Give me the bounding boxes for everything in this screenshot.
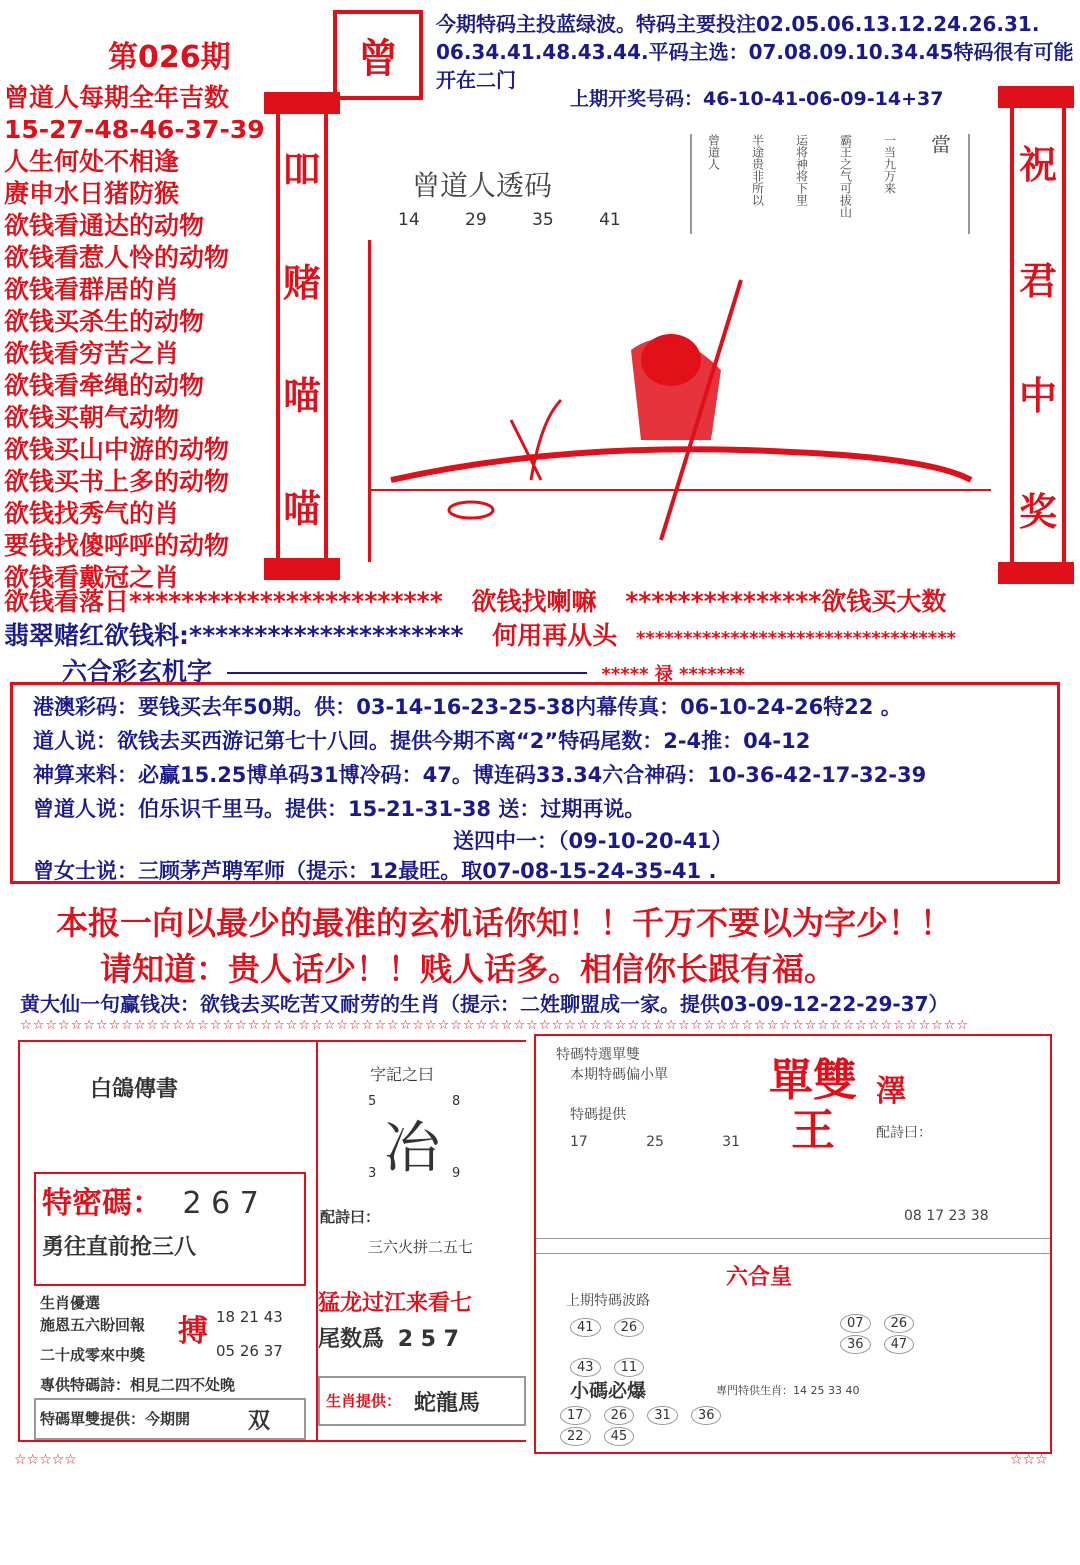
br-small-line: 專門特供生肖：14 25 33 40 [716, 1384, 860, 1397]
br-circle: 11 [614, 1358, 645, 1377]
br-circle: 47 [884, 1335, 915, 1354]
br-circle: 26 [614, 1318, 645, 1337]
picture-title: 曾道人透码 [412, 169, 553, 202]
mid-text: ********************************** [636, 628, 957, 649]
bo-nums: 18 21 43 [216, 1308, 283, 1326]
right-scroll [1010, 100, 1066, 570]
br-num: 31 [722, 1134, 740, 1150]
left-line: 欲钱买书上多的动物 [4, 467, 230, 496]
br-pei: 配詩曰： [876, 1125, 932, 1141]
br-nums-line: 08 17 23 38 [904, 1208, 989, 1224]
left-line: 欲钱看惹人怜的动物 [4, 243, 230, 272]
single-label: 特碼單雙提供：今期開 [40, 1410, 191, 1428]
header-line-3: 开在二门 [436, 68, 516, 92]
slogan-1: 本报一向以最少的最准的玄机话你知！！千万不要以为字少！！ [56, 904, 953, 942]
corner-stars: ☆☆☆ [1010, 1452, 1048, 1468]
br-circle: 26 [884, 1314, 915, 1333]
br-xiao: 小碼必爆 [570, 1380, 647, 1402]
tail-label: 尾数爲 [318, 1327, 385, 1352]
left-line: 欲钱看群居的肖 [4, 275, 180, 304]
poem-line: 曾道人 [706, 134, 721, 170]
mid-text: 欲钱找喇嘛 [471, 587, 597, 616]
br-circle: 22 [560, 1427, 591, 1446]
left-line: 赓申水日猪防猴 [4, 179, 180, 208]
scroll-char: 喵 [282, 374, 321, 418]
mid-zodiac-label: 生肖提供： [326, 1392, 402, 1410]
mid-text: ***** 禄 ******* [601, 664, 745, 685]
scroll-char: 喵 [282, 487, 321, 531]
huang-daxian-line: 黄大仙一句赢钱决：欲钱去买吃苦又耐劳的生肖（提示：二姓聊盟成一家。提供03-09-12-22-29-37） [20, 992, 949, 1016]
poem-line: 霸王之气可拔山 [838, 134, 853, 218]
bottom-right-panel [534, 1034, 1052, 1454]
scroll-char: 中 [1018, 374, 1057, 419]
br-circle: 41 [570, 1318, 601, 1337]
mid-top: 字記之曰 [370, 1065, 435, 1084]
br-te-label: 特碼提供 [570, 1107, 626, 1123]
mid-num: 3 [368, 1166, 377, 1181]
left-line: 欲钱看牵绳的动物 [4, 371, 205, 400]
info-row: 曾道人说：伯乐识千里马。提供：15-21-31-38 送：过期再说。 [33, 797, 646, 821]
br-te-nums [570, 1134, 740, 1150]
br-circle: 07 [840, 1314, 871, 1333]
logo-glyph: 曾 [358, 35, 398, 82]
star-divider: ☆☆☆☆☆☆☆☆☆☆☆☆☆☆☆☆☆☆☆☆☆☆☆☆☆☆☆☆☆☆☆☆☆☆☆☆☆☆☆☆☆☆☆☆☆☆☆☆☆☆☆☆☆☆☆☆☆☆☆☆☆☆☆☆☆☆☆☆☆☆☆☆☆☆☆ [20, 1018, 970, 1032]
header-text [436, 10, 1076, 94]
poem-line: 一当九万来 [882, 134, 897, 194]
br-circle: 17 [560, 1406, 591, 1425]
tail-value: 2 5 7 [397, 1327, 459, 1352]
header-line-2: 06.34.41.48.43.44.平码主选：07.08.09.10.34.45特码很有可能 [436, 40, 1074, 64]
info-row: 神算来料：必赢15.25博单码31博冷码：47。博连码33.34六合神码：10-36-42-17-32-39 [33, 763, 927, 787]
mid-num: 8 [452, 1094, 461, 1109]
last-draw: 上期开奖号码：46-10-41-06-09-14+37 [570, 88, 944, 110]
single-value: 双 [248, 1409, 271, 1434]
te-label [42, 1178, 259, 1222]
info-row: 道人说：欲钱去买西游记第七十八回。提供今期不离“2”特码尾数：2-4推：04-12 [33, 729, 811, 753]
mid-poem: 三六火拼二五七 [368, 1238, 474, 1256]
zodiac-label: 生肖優選 [40, 1294, 101, 1312]
header-line-1: 今期特码主投蓝绿波。特码主要投注02.05.06.13.12.24.26.31. [436, 12, 1040, 36]
mid-text: ***************欲钱买大数 [625, 587, 947, 616]
left-line: 欲钱看戴冠之肖 [4, 563, 180, 592]
br-circles-a [570, 1316, 652, 1377]
br-circle: 36 [840, 1335, 871, 1354]
left-column [4, 82, 274, 594]
mid-dragon: 猛龙过江来看七 [318, 1291, 473, 1316]
panel-title: 白鴿傳書 [90, 1076, 179, 1102]
poem-tail: 當 [927, 134, 952, 154]
scroll-char: 吅 [282, 148, 321, 192]
scroll-char: 祝 [1018, 143, 1057, 188]
br-num: 17 [570, 1134, 588, 1150]
br-last-label: 上期特碼波路 [566, 1293, 650, 1309]
mid-num: 5 [368, 1094, 377, 1109]
left-line: 15-27-48-46-37-39 [4, 115, 265, 144]
br-num: 25 [646, 1134, 664, 1150]
mid-big-char: 冶 [384, 1116, 440, 1181]
picture-numbers: 14 29 35 41 [398, 210, 621, 230]
zodiac-line: 二十成零來中獎 [40, 1346, 146, 1364]
br-liuhe: 六合皇 [726, 1265, 793, 1290]
scroll-char: 赌 [282, 261, 321, 305]
mid-poem-label: 配詩曰： [320, 1208, 381, 1226]
poem-label: 專供特碼詩：相見二四不处晚 [40, 1376, 236, 1394]
mid-text: 六合彩玄机字 [62, 657, 213, 686]
zodiac-line: 施恩五六盼回報 [40, 1316, 146, 1334]
info-row: 港澳彩码：要钱买去年50期。供：03-14-16-23-25-38内幕传真：06-10-24-26特22 。 [33, 695, 902, 719]
bo-char: 搏 [178, 1314, 208, 1349]
scroll-char: 奖 [1018, 489, 1057, 534]
left-line: 欲钱买杀生的动物 [4, 307, 205, 336]
te-phrase: 勇往直前抢三八 [42, 1235, 197, 1260]
mid-text: 翡翠赌红欲钱料:********************* [4, 621, 464, 650]
left-line: 欲钱买朝气动物 [4, 403, 180, 432]
left-line: 欲钱找秀气的肖 [4, 499, 180, 528]
left-line: 欲钱买山中游的动物 [4, 435, 230, 464]
left-line: 人生何处不相逢 [4, 147, 180, 176]
br-circle: 45 [604, 1427, 635, 1446]
mid-line-2 [4, 616, 956, 652]
mid-text: 欲钱看落日************************ [4, 587, 443, 616]
br-circle: 26 [604, 1406, 635, 1425]
poem-line: 半途贵非所以 [750, 134, 765, 206]
br-circle: 36 [691, 1406, 722, 1425]
br-circles-c [560, 1404, 750, 1446]
left-line: 要钱找傻呼呼的动物 [4, 531, 230, 560]
corner-stars: ☆☆☆☆☆ [14, 1452, 77, 1468]
mid-zodiac-value: 蛇龍馬 [414, 1391, 481, 1416]
br-circle: 31 [647, 1406, 678, 1425]
poem-line: 运将神将下里 [794, 134, 809, 206]
bottom-mid-panel [318, 1040, 526, 1442]
scroll-char: 君 [1018, 258, 1057, 303]
br-label: 特碼特選單雙 [556, 1047, 640, 1063]
left-line: 欲钱看通达的动物 [4, 211, 205, 240]
info-row: 送四中一：（09-10-20-41） [453, 829, 733, 853]
br-side-big: 澤 [876, 1074, 906, 1109]
sage-illustration [368, 240, 991, 562]
br-circle: 43 [570, 1358, 601, 1377]
mid-num: 9 [452, 1166, 461, 1181]
picture-poem [690, 134, 970, 234]
logo [333, 10, 423, 100]
info-box [10, 682, 1060, 884]
left-line: 曾道人每期全年吉数 [4, 83, 230, 112]
left-scroll [276, 106, 328, 566]
te-label-text: 特密碼： [42, 1186, 162, 1221]
left-line: 欲钱看穷苦之肖 [4, 339, 180, 368]
bottom-left-panel [18, 1040, 318, 1442]
br-label: 本期特碼偏小單 [570, 1067, 668, 1083]
br-big: 單雙王 [769, 1055, 857, 1156]
info-row: 曾女士说：三顾茅芦聘军师（提示：12最旺。取07-08-15-24-35-41 . [33, 859, 717, 883]
mid-text: 何用再从头 [492, 621, 618, 650]
slogan-2: 请知道：贵人话少！！贱人话多。相信你长跟有福。 [100, 950, 837, 988]
te-value: 2 6 7 [182, 1186, 259, 1221]
br-circles-b [840, 1312, 930, 1354]
mid-tail [318, 1322, 459, 1353]
issue-number: 第026期 [108, 40, 231, 75]
bo-nums: 05 26 37 [216, 1342, 283, 1360]
mid-line-1 [4, 582, 946, 618]
